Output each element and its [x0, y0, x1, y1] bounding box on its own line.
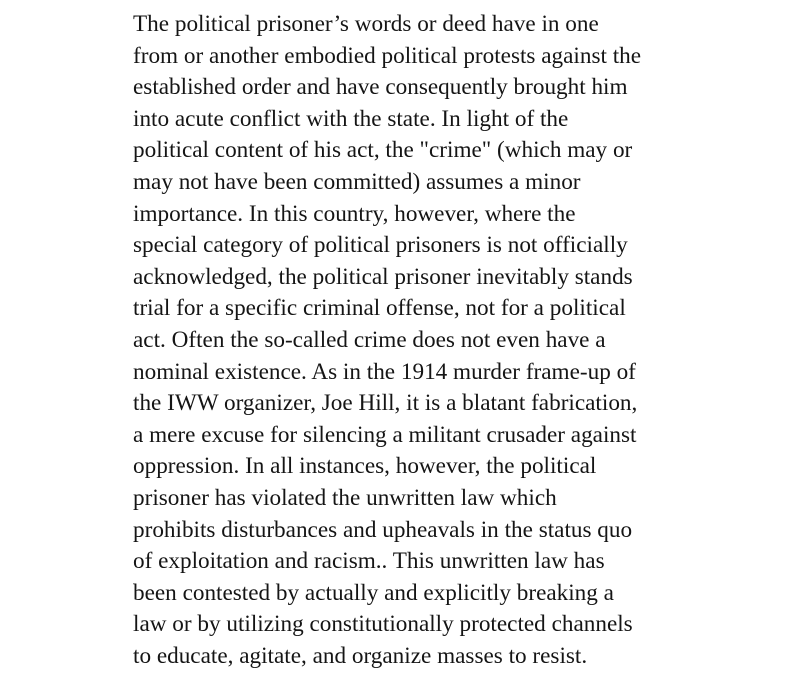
paragraph-line: a mere excuse for silencing a militant crusader against [133, 421, 637, 448]
paragraph-line: oppression. In all instances, however, the political [133, 453, 597, 480]
paragraph-line: prohibits disturbances and upheavals in the status quo [133, 516, 633, 543]
paragraph-line: from or another embodied political protests against the [133, 42, 642, 69]
paragraph-line: of exploitation and racism.. This unwritten law has [133, 548, 605, 575]
paragraph-line: been contested by actually and explicitly breaking a [133, 579, 614, 606]
paragraph-line: The political prisoner’s words or deed have in one [133, 11, 599, 37]
paragraph-line: established order and have consequently brought him [133, 74, 628, 101]
paragraph-line: the IWW organizer, Joe Hill, it is a blatant fabrication, [133, 390, 638, 417]
paragraph-line: into acute conflict with the state. In light of the [133, 105, 569, 132]
paragraph-line: law or by utilizing constitutionally protected channels [133, 611, 633, 638]
paragraph-line: may not have been committed) assumes a minor [133, 168, 581, 195]
paragraph-line: importance. In this country, however, where the [133, 200, 576, 227]
paragraph-line: act. Often the so-called crime does not even have a [133, 326, 606, 353]
paragraph-line: prisoner has violated the unwritten law which [133, 484, 557, 511]
paragraph-line: political content of his act, the "crime" (which may or [133, 137, 633, 164]
paragraph-line: acknowledged, the political prisoner inevitably stands [133, 263, 633, 290]
paragraph-line: to educate, agitate, and organize masses to resist. [133, 642, 588, 669]
paragraph-line: special category of political prisoners is not officially [133, 232, 628, 259]
paragraph-line: trial for a specific criminal offense, not for a political [133, 295, 626, 322]
text-page [133, 9, 793, 672]
body-paragraph [133, 9, 793, 672]
paragraph-line: nominal existence. As in the 1914 murder frame-up of [133, 358, 636, 385]
